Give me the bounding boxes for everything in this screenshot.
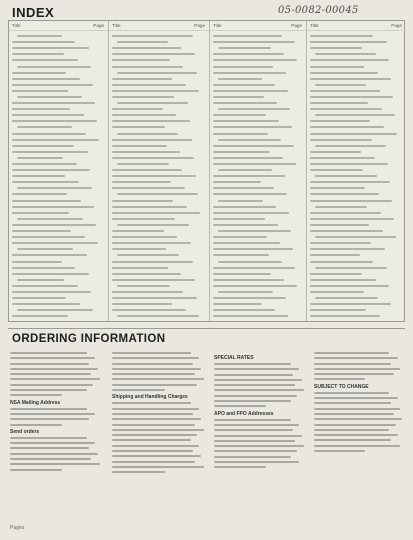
text-line-placeholder [214, 456, 291, 458]
title-header: Title [112, 23, 121, 28]
index-table [8, 20, 405, 322]
index-column [307, 21, 406, 321]
text-line-placeholder [112, 434, 197, 436]
text-line-placeholder [112, 439, 191, 441]
text-line-placeholder [10, 424, 62, 426]
text-line-placeholder [314, 429, 389, 431]
text-line-placeholder [314, 408, 400, 410]
text-line-placeholder [112, 450, 193, 452]
index-column-entries [109, 31, 209, 319]
text-line-placeholder [314, 434, 398, 436]
title-header: Title [213, 23, 222, 28]
text-line-placeholder [214, 363, 291, 365]
text-line-placeholder [314, 397, 398, 399]
text-line-placeholder [314, 357, 398, 359]
text-line-placeholder [10, 447, 89, 449]
text-line-placeholder [10, 394, 62, 396]
text-line-placeholder [10, 453, 98, 455]
text-line-placeholder [314, 413, 394, 415]
index-title: INDEX [12, 5, 55, 20]
text-line-placeholder [112, 408, 199, 410]
title-header: Title [310, 23, 319, 28]
text-line-placeholder [314, 418, 402, 420]
title-header: Title [12, 23, 21, 28]
text-line-placeholder [112, 357, 199, 359]
ordering-column [214, 352, 308, 472]
text-line-placeholder [214, 435, 302, 437]
text-line-placeholder [10, 363, 89, 365]
ordering-text-b [10, 408, 104, 426]
text-line-placeholder [214, 374, 293, 376]
text-line-placeholder [10, 469, 62, 471]
ordering-text-h [314, 352, 406, 380]
text-line-placeholder [112, 445, 199, 447]
text-line-placeholder [214, 384, 295, 386]
index-column [210, 21, 307, 321]
index-column-header [210, 21, 306, 31]
section-divider [8, 328, 405, 329]
ordering-heading-shipping: Shipping and Handling Charges [112, 394, 188, 401]
ordering-heading-special-rates: SPECIAL RATES [214, 355, 254, 361]
text-line-placeholder [214, 424, 299, 426]
ordering-text-c [10, 437, 104, 471]
text-line-placeholder [112, 378, 204, 380]
text-line-placeholder [314, 392, 389, 394]
text-line-placeholder [10, 378, 100, 380]
text-line-placeholder [10, 442, 95, 444]
ordering-column [314, 352, 406, 455]
index-entry-placeholder [112, 313, 205, 319]
text-line-placeholder [10, 357, 95, 359]
text-line-placeholder [112, 429, 204, 431]
ordering-intro-text [138, 337, 288, 345]
text-line-placeholder [112, 389, 165, 391]
text-line-placeholder [112, 471, 165, 473]
index-column [109, 21, 210, 321]
text-line-placeholder [10, 413, 95, 415]
text-line-placeholder [10, 458, 91, 460]
text-line-placeholder [214, 429, 293, 431]
footer-page-label: Pages [10, 525, 25, 531]
index-column-header [109, 21, 209, 31]
text-line-placeholder [10, 408, 87, 410]
text-line-placeholder [112, 368, 201, 370]
page-header: Page [93, 23, 104, 28]
text-line-placeholder [314, 439, 391, 441]
text-line-placeholder [112, 466, 204, 468]
text-line-placeholder [214, 445, 304, 447]
text-line-placeholder [112, 413, 193, 415]
ordering-heading-apo-fpo: APO and FPO Addresses [214, 410, 274, 417]
ordering-text-e [112, 402, 208, 473]
index-column-entries [307, 31, 406, 319]
ordering-heading-nsa: NSA Mailing Address [10, 399, 61, 406]
ordering-text-i [314, 392, 406, 452]
ordering-heading-subject: SUBJECT TO CHANGE [314, 383, 369, 390]
text-line-placeholder [112, 352, 191, 354]
text-line-placeholder [214, 368, 299, 370]
text-line-placeholder [214, 419, 291, 421]
text-line-placeholder [10, 384, 93, 386]
text-line-placeholder [112, 455, 201, 457]
text-line-placeholder [10, 368, 98, 370]
text-line-placeholder [214, 440, 295, 442]
text-line-placeholder [112, 424, 195, 426]
text-line-placeholder [214, 395, 297, 397]
text-line-placeholder [214, 450, 297, 452]
ordering-column [112, 352, 208, 477]
text-line-placeholder [10, 352, 87, 354]
text-line-placeholder [10, 437, 87, 439]
text-line-placeholder [314, 378, 365, 380]
text-line-placeholder [112, 384, 197, 386]
ordering-text-d [112, 352, 208, 391]
text-line-placeholder [314, 352, 389, 354]
text-line-placeholder [314, 373, 394, 375]
page-header: Page [291, 23, 302, 28]
index-entry-placeholder [12, 313, 104, 319]
ordering-text-f [214, 363, 308, 407]
ordering-column [10, 352, 104, 474]
text-line-placeholder [314, 402, 391, 404]
page-header: Page [391, 23, 402, 28]
index-entry-placeholder [310, 313, 402, 319]
text-line-placeholder [112, 363, 193, 365]
text-line-placeholder [214, 461, 299, 463]
ordering-text-a [10, 352, 104, 396]
page-header: Page [194, 23, 205, 28]
text-line-placeholder [10, 389, 87, 391]
text-line-placeholder [314, 445, 400, 447]
text-line-placeholder [214, 400, 291, 402]
text-line-placeholder [214, 466, 266, 468]
index-column-header [9, 21, 108, 31]
text-line-placeholder [314, 424, 396, 426]
text-line-placeholder [112, 418, 201, 420]
index-entry-placeholder [213, 313, 302, 319]
text-line-placeholder [10, 418, 89, 420]
text-line-placeholder [112, 373, 195, 375]
index-column-header [307, 21, 406, 31]
index-column-entries [210, 31, 306, 319]
text-line-placeholder [214, 405, 266, 407]
ordering-text-g [214, 419, 308, 469]
handwritten-reference-number: 05-0082-00045 [278, 5, 359, 16]
index-column [9, 21, 109, 321]
ordering-title: ORDERING INFORMATION [12, 333, 166, 345]
text-line-placeholder [314, 368, 400, 370]
text-line-placeholder [314, 450, 365, 452]
text-line-placeholder [214, 379, 302, 381]
index-column-entries [9, 31, 108, 319]
text-line-placeholder [10, 463, 100, 465]
ordering-heading-send-orders: Send orders [10, 428, 40, 435]
text-line-placeholder [10, 373, 91, 375]
text-line-placeholder [112, 461, 195, 463]
text-line-placeholder [314, 363, 391, 365]
text-line-placeholder [214, 389, 304, 391]
text-line-placeholder [112, 402, 191, 404]
